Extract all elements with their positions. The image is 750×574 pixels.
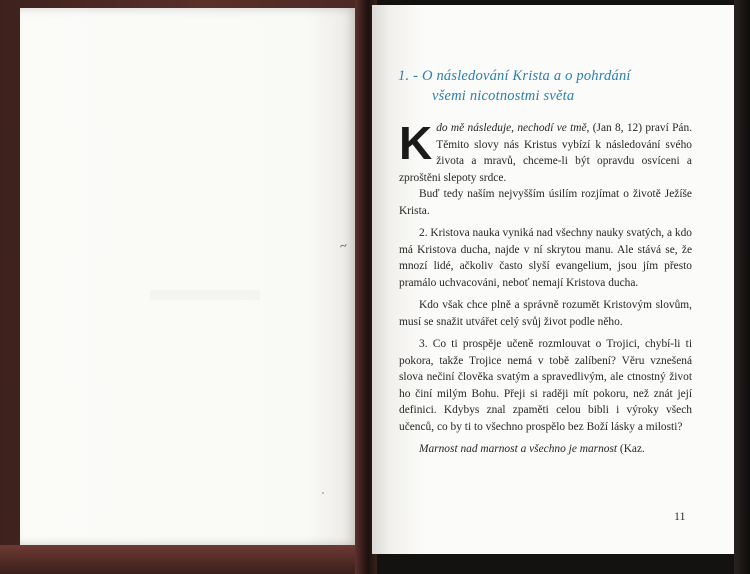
paragraph-4: Kdo však chce plně a správně rozumět Kristovým slovům, musí se snažit utvářet celý svůj život podle něho.	[399, 299, 692, 328]
paragraph-1-text: (Jan 8, 12) praví Pán. Těmito slovy nás Kristus vybízí k následování svého života a mravů, chceme-li být opravdu osvíceni a zproštěni slepoty srdce.	[399, 122, 692, 184]
paragraph-3: 2. Kristova nauka vyniká nad všechny nauky svatých, a kdo má Kristova ducha, najde v ní skrytou manu. Ale stává se, že mnozí lidé, ačkoliv často slyší evangelium, jsou jím přesto pramálo uchvacováni, neboť nemají Kristova ducha.	[399, 227, 692, 289]
chapter-heading-line-1: 1. - O následování Krista a o pohrdání	[398, 68, 631, 84]
body-text	[399, 117, 692, 458]
paragraph-6	[399, 441, 692, 458]
paragraph-6-text: (Kaz.	[617, 443, 645, 455]
show-through-text	[150, 290, 260, 300]
page-number: 11	[674, 509, 686, 523]
chapter-heading-line-2: všemi nicotnostmi světa	[432, 88, 575, 104]
paragraph-1	[399, 117, 692, 186]
paragraph-2: Buď tedy naším nejvyšším úsilím rozjímat o životě Ježíše Krista.	[399, 188, 692, 217]
paragraph-1-quote: do mě následuje, nechodí ve tmě,	[436, 122, 590, 134]
ink-mark: ~	[338, 237, 349, 254]
paragraph-5: 3. Co ti prospěje učeně rozmlouvat o Trojici, chybí-li ti pokora, takže Trojice nemá v tobě zalíbení? Věru vznešená slova nečiní člověka svatým a spravedlivým, ale ctnostný život ho činí milým Bohu. Přeji si raději mít pokoru, než znát její definici. Kdybys znal zpaměti celou bibli i výroky všech učenců, co by ti to všechno prospělo bez Boží lásky a milosti?	[399, 338, 692, 433]
drop-cap: K	[399, 117, 433, 169]
blank-left-page	[20, 8, 358, 545]
book-cover-bottom-edge	[0, 545, 372, 574]
chapter-heading	[398, 66, 718, 106]
background-edge	[734, 0, 750, 574]
paper-speck	[322, 492, 324, 494]
paragraph-6-quote: Marnost nad marnost a všechno je marnost	[419, 443, 618, 455]
